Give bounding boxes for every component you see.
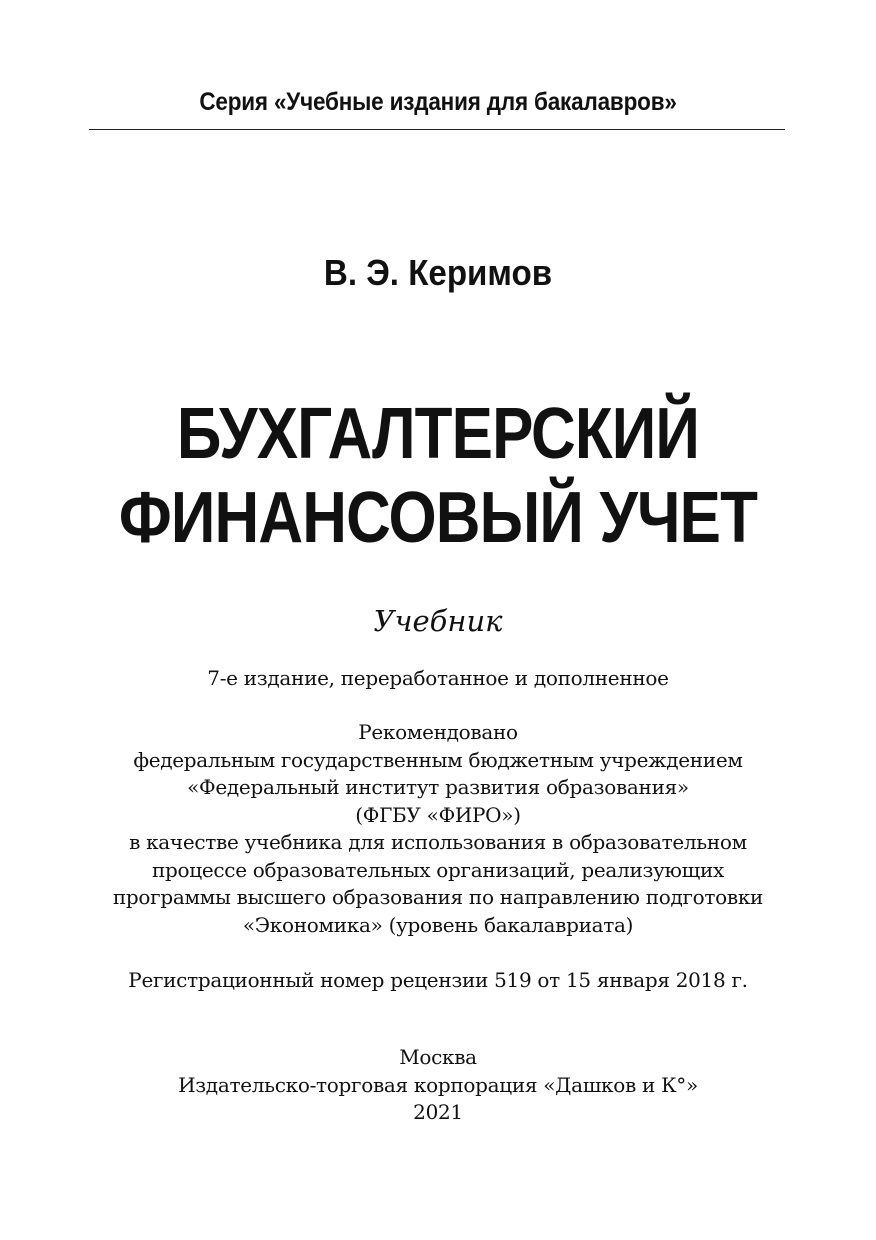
recommendation-line: «Экономика» (уровень бакалавриата) [242,912,634,937]
edition-info [0,665,876,693]
book-title-line-2: ФИНАНСОВЫЙ УЧЕТ [118,478,758,558]
registration-text: Регистрационный номер рецензии 519 от 15 января 2018 г. [128,968,748,992]
recommendation-line: «Федеральный институт развития образования» [187,775,689,799]
book-title [61,392,814,560]
recommendation-line: федеральным государственным бюджетным учреждением [133,747,743,772]
edition-text: 7-е издание, переработанное и дополненное [207,666,669,690]
recommendation-line: в качестве учебника для использования в образовательном [129,830,747,854]
author-name: В. Э. Керимов [323,252,553,293]
recommendation-line: процессе образовательных организаций, реализующих [152,857,724,882]
registration-info [0,967,876,995]
recommendation-block [0,719,876,939]
recommendation-line: (ФГБУ «ФИРО») [355,802,521,827]
book-title-line-1: БУХГАЛТЕРСКИЙ [176,394,700,474]
recommendation-line: программы высшего образования по направлению подготовки [112,885,764,909]
publisher-block [0,1044,876,1127]
publisher-name: Издательско-торговая корпорация «Дашков и К°» [178,1072,698,1097]
series-title: Серия «Учебные издания для бакалавров» [199,88,677,116]
recommendation-line: Рекомендовано [358,720,518,744]
publisher-city: Москва [399,1045,477,1069]
book-subtitle: Учебник [373,604,503,638]
publication-year: 2021 [413,1100,463,1124]
header-divider [89,129,785,130]
